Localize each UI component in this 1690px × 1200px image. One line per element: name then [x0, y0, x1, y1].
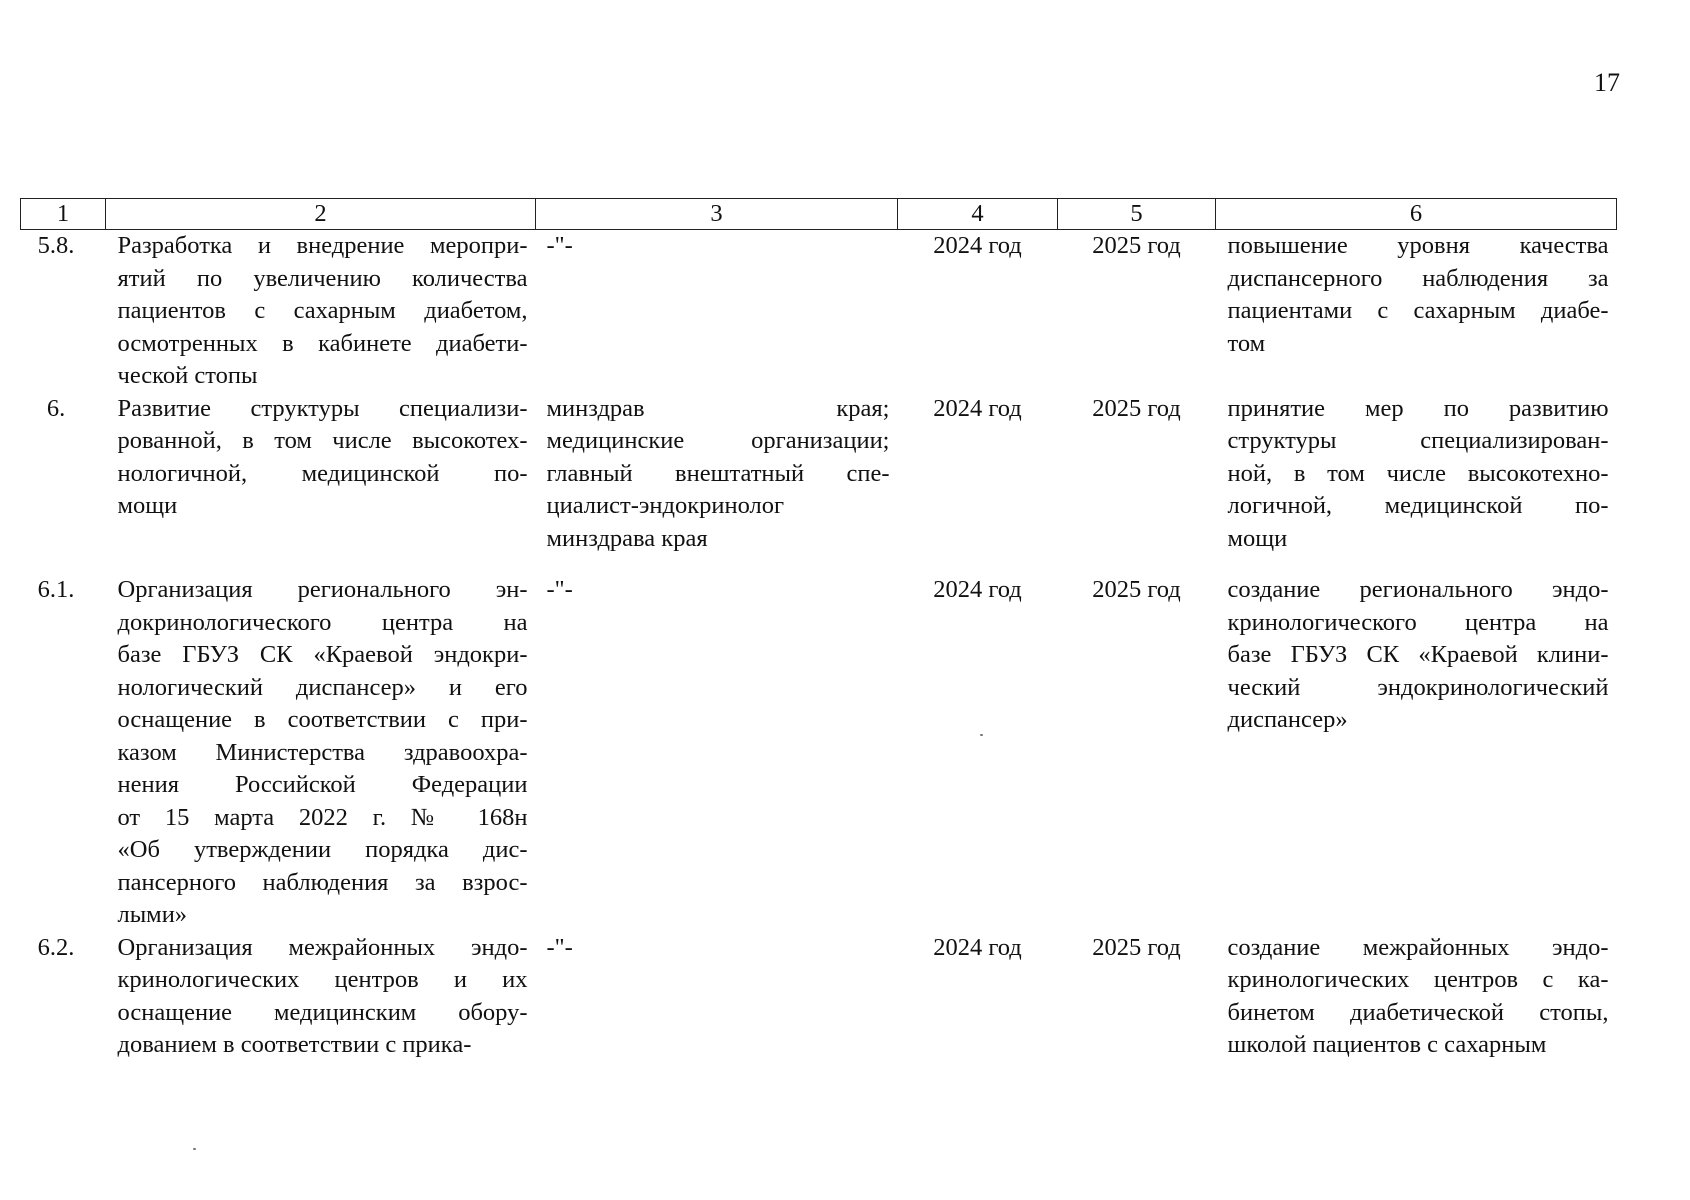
- text-line: базе ГБУЗ СК «Краевой клини-: [1227, 641, 1609, 668]
- scan-speck: [980, 734, 983, 736]
- item-number: 5.8.: [37, 232, 75, 259]
- text-line: дованием в соответствии с прика-: [117, 1031, 472, 1058]
- measure-description: [106, 574, 536, 932]
- text-line: пациентов с сахарным диабетом,: [117, 297, 528, 324]
- text-line: медицинские организации;: [546, 427, 890, 454]
- column-header-3: 3: [536, 199, 898, 230]
- table-row: [21, 393, 1617, 575]
- text-line: Организация регионального эн-: [117, 576, 528, 603]
- text-line: повышение уровня качества: [1227, 232, 1609, 259]
- text-line: минздрава края: [546, 524, 708, 552]
- table-row: [21, 932, 1617, 1081]
- expected-result: [1216, 230, 1617, 393]
- item-number: 6.: [46, 394, 66, 422]
- end-year: 2025 год: [1092, 232, 1181, 259]
- text-line: структуры специализирован-: [1227, 427, 1609, 454]
- text-line: казом Министерства здравоохра-: [117, 738, 528, 766]
- text-line: оснащение в соответствии с при-: [117, 706, 528, 733]
- table-row: [21, 230, 1617, 393]
- scan-speck: [193, 1148, 196, 1150]
- end-year: 2025 год: [1092, 933, 1181, 961]
- text-line: Организация межрайонных эндо-: [117, 933, 528, 961]
- text-line: осмотренных в кабинете диабети-: [117, 329, 528, 357]
- text-line: диспансерного наблюдения за: [1227, 264, 1609, 292]
- text-line: том: [1227, 329, 1266, 357]
- text-line: диспансер»: [1227, 706, 1348, 733]
- table-row: [21, 574, 1617, 932]
- text-line: минздрав края;: [546, 394, 890, 422]
- column-header-6: 6: [1216, 199, 1617, 230]
- measure-description: [106, 230, 536, 393]
- responsible-executors: [536, 574, 898, 932]
- text-line: пациентами с сахарным диабе-: [1227, 297, 1609, 324]
- text-line: рованной, в том числе высокотех-: [117, 427, 528, 454]
- text-line: -"-: [546, 576, 573, 603]
- text-line: докринологического центра на: [117, 608, 528, 636]
- text-line: создание регионального эндо-: [1227, 576, 1609, 603]
- responsible-executors: [536, 393, 898, 575]
- measure-description: [106, 932, 536, 1081]
- text-line: «Об утверждении порядка дис-: [117, 836, 528, 863]
- measure-description: [106, 393, 536, 575]
- start-year: 2024 год: [933, 232, 1022, 259]
- text-line: ческой стопы: [117, 362, 258, 389]
- text-line: бинетом диабетической стопы,: [1227, 998, 1609, 1026]
- text-line: принятие мер по развитию: [1227, 394, 1609, 422]
- end-year: 2025 год: [1092, 394, 1181, 422]
- page-number: 17: [1594, 68, 1620, 97]
- text-line: нологический диспансер» и его: [117, 673, 528, 701]
- column-header-4: 4: [898, 199, 1058, 230]
- text-line: нения Российской Федерации: [117, 771, 528, 798]
- text-line: школой пациентов с сахарным: [1227, 1031, 1547, 1058]
- table-body: [21, 230, 1617, 1081]
- text-line: кринологических центров и их: [117, 966, 528, 993]
- text-line: лыми»: [117, 901, 188, 928]
- text-line: кринологического центра на: [1227, 608, 1609, 636]
- text-line: пансерного наблюдения за взрос-: [117, 868, 528, 896]
- start-year: 2024 год: [933, 576, 1022, 603]
- text-line: логичной, медицинской по-: [1227, 492, 1609, 519]
- item-number: 6.1.: [37, 576, 75, 603]
- text-line: ной, в том числе высокотехно-: [1227, 459, 1609, 487]
- text-line: -"-: [546, 232, 573, 259]
- text-line: главный внештатный спе-: [546, 459, 890, 487]
- text-line: мощи: [1227, 524, 1288, 552]
- text-line: от 15 марта 2022 г. № 168н: [117, 803, 528, 831]
- text-line: нологичной, медицинской по-: [117, 459, 528, 487]
- expected-result: [1216, 574, 1617, 932]
- measures-table: [20, 198, 1617, 1081]
- responsible-executors: [536, 230, 898, 393]
- column-number-header: [21, 199, 1617, 230]
- column-header-5: 5: [1058, 199, 1216, 230]
- text-line: ческий эндокринологический: [1227, 673, 1609, 701]
- item-number: 6.2.: [37, 933, 75, 961]
- expected-result: [1216, 393, 1617, 575]
- start-year: 2024 год: [933, 394, 1022, 422]
- text-line: кринологических центров с ка-: [1227, 966, 1609, 993]
- responsible-executors: [536, 932, 898, 1081]
- text-line: циалист-эндокринолог: [546, 492, 785, 519]
- text-line: мощи: [117, 492, 178, 519]
- expected-result: [1216, 932, 1617, 1081]
- column-header-1: 1: [21, 199, 106, 230]
- text-line: Разработка и внедрение меропри-: [117, 232, 528, 259]
- text-line: оснащение медицинским обору-: [117, 998, 528, 1026]
- text-line: базе ГБУЗ СК «Краевой эндокри-: [117, 641, 528, 668]
- column-header-2: 2: [106, 199, 536, 230]
- text-line: создание межрайонных эндо-: [1227, 933, 1609, 961]
- text-line: Развитие структуры специализи-: [117, 394, 528, 422]
- text-line: -"-: [546, 933, 573, 961]
- text-line: ятий по увеличению количества: [117, 264, 528, 292]
- end-year: 2025 год: [1092, 576, 1181, 603]
- start-year: 2024 год: [933, 933, 1022, 961]
